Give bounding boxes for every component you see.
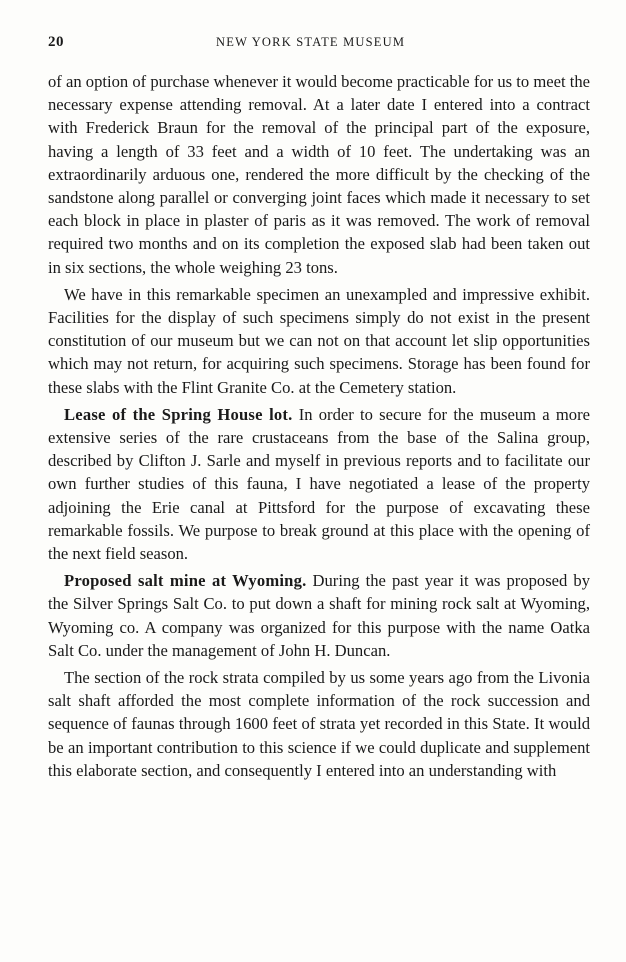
page-number: 20 — [48, 34, 64, 50]
paragraph-heading: Lease of the Spring House lot. — [64, 404, 293, 424]
paragraph-text: In order to secure for the museum a more extensive series of the rare crustaceans from the base of the Salina group, described by Clifton J. Sarle and myself in previous reports and to facilitate our own further studies of this fauna, I have negotiated a lease of the property adjoining the Erie canal at Pittsford for the purpose of excavating these remarkable fossils. We purpose to break ground at this place with the opening of the next field season. — [48, 404, 590, 564]
paragraph-heading: Proposed salt mine at Wyoming. — [64, 571, 307, 591]
paragraph-3 — [48, 403, 590, 565]
paragraph-text: of an option of purchase whenever it would become practicable for us to meet the necessary expense attending removal. At a later date I entered into a contract with Frederick Braun for the removal of the principal part of the exposure, having a length of 33 feet and a width of 10 feet. The undertaking was an extraordinarily arduous one, rendered the more difficult by the checking of the sandstone along parallel or converging joint faces which made it necessary to set each block in place in plaster of paris as it was removed. The work of removal required two months and on its completion the exposed slab had been taken out in six sections, the whole weighing 23 tons. — [48, 72, 590, 277]
paragraph-text: The section of the rock strata compiled by us some years ago from the Livonia salt shaft afforded the most complete information of the rock succession and sequence of faunas through 1600 feet of strata yet recorded in this State. It would be an important contribution to this science if we could duplicate and supplement this elaborate section, and consequently I entered into an understanding with — [48, 668, 590, 780]
page-header — [48, 34, 590, 56]
running-head: NEW YORK STATE MUSEUM — [216, 35, 406, 49]
paragraph-text: During the past year it was proposed by the Silver Springs Salt Co. to put down a shaft for mining rock salt at Wyoming, Wyoming co. A company was organized for this purpose with the name Oatka Salt Co. under the management of John H. Duncan. — [48, 571, 590, 660]
paragraph-5 — [48, 666, 590, 782]
paragraph-text: We have in this remarkable specimen an unexampled and impressive exhibit. Facilities for the display of such specimens simply do not exist in the present constitution of our museum but we can not on that account let slip opportunities which may not return, for acquiring such specimens. Storage has been found for these slabs with the Flint Granite Co. at the Cemetery station. — [48, 284, 590, 397]
paragraph-4 — [48, 569, 590, 662]
body-text — [48, 70, 590, 782]
paragraph-2 — [48, 283, 590, 399]
paragraph-1 — [48, 70, 590, 279]
